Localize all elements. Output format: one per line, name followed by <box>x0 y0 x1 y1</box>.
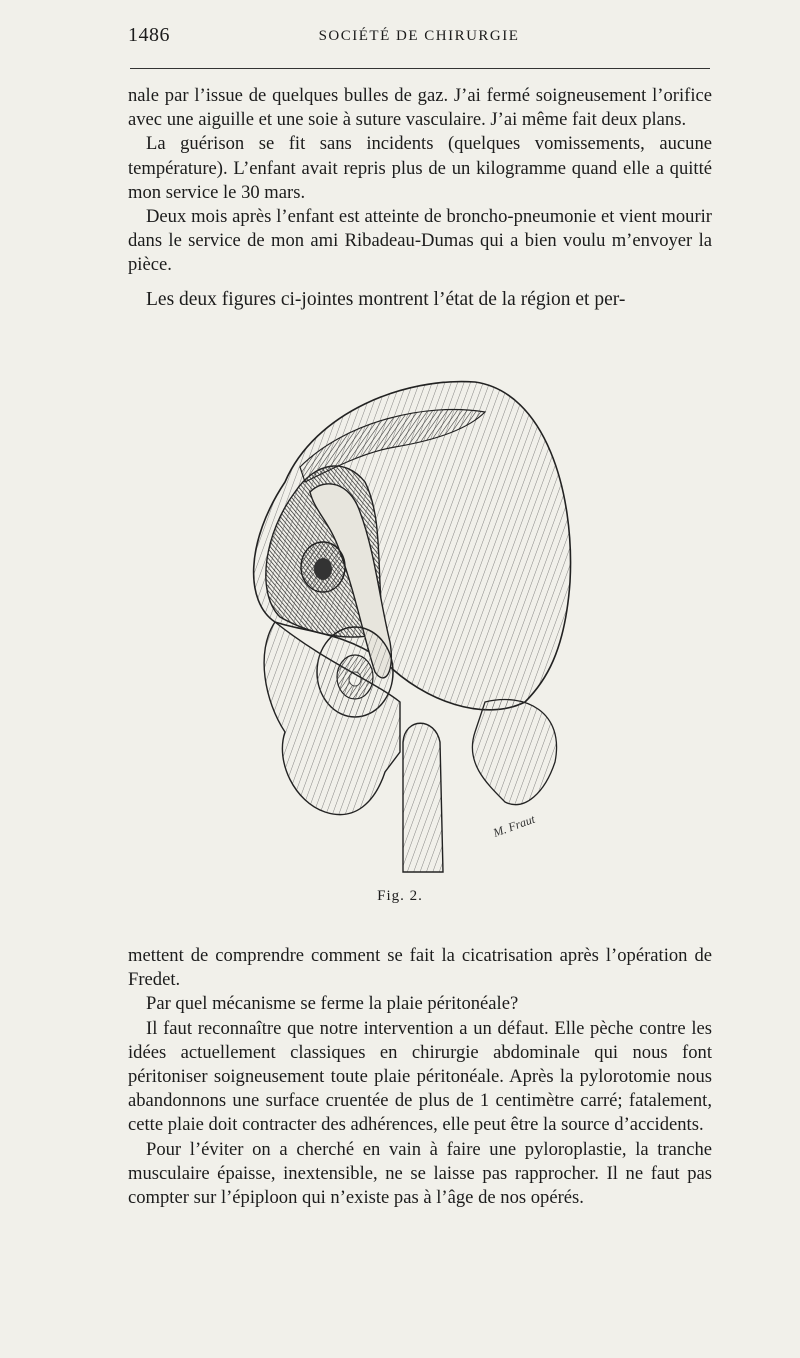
figure-caption: Fig. 2. <box>377 888 423 904</box>
illustrator-signature: M. Fraut <box>491 811 537 840</box>
page-header <box>128 24 710 54</box>
paragraph: Pour l’éviter on a cherché en vain à faire une pyloroplastie, la tranche musculaire épaisse, inextensible, ne se laisse pas rapprocher. Il ne faut pas compter sur l’épiploon qui n’existe pas à l’âge de nos opérés. <box>128 1138 712 1209</box>
text-block-top <box>128 84 712 312</box>
page-number: 1486 <box>128 24 170 46</box>
header-rule <box>130 68 710 69</box>
paragraph: mettent de comprendre comment se fait la cicatrisation après l’opération de Fredet. <box>128 945 712 991</box>
paragraph: Deux mois après l’enfant est atteinte de broncho-pneumonie et vient mourir dans le service de mon ami Ribadeau-Dumas qui a bien voulu m’envoyer la pièce. <box>128 206 712 276</box>
paragraph: Les deux figures ci-jointes montrent l’état de la région et per- <box>146 288 626 310</box>
anatomical-illustration <box>225 372 575 877</box>
paragraph: Par quel mécanisme se ferme la plaie péritonéale? <box>146 993 519 1015</box>
paragraph: La guérison se fit sans incidents (quelques vomissements, aucune température). L’enfant avait repris plus de un kilogramme quand elle a quitté mon service le 30 mars. <box>128 133 712 203</box>
paragraph: Il faut reconnaître que notre intervention a un défaut. Elle pèche contre les idées actuellement classiques en chirurgie abdominale qui nous font péritoniser soigneusement toute plaie péritonéale. Après la pylorotomie nous abandonnons une surface cruentée de plus de 1 centimètre carré; fatalement, cette plaie doit contracter des adhérences, elle peut être la source d’accidents. <box>128 1017 712 1136</box>
paragraph: nale par l’issue de quelques bulles de gaz. J’ai fermé soigneusement l’orifice avec une aiguille et une soie à suture vasculaire. J’ai même fait deux plans. <box>128 85 712 131</box>
running-title: SOCIÉTÉ DE CHIRURGIE <box>318 28 520 44</box>
text-block-bottom <box>128 944 712 1210</box>
